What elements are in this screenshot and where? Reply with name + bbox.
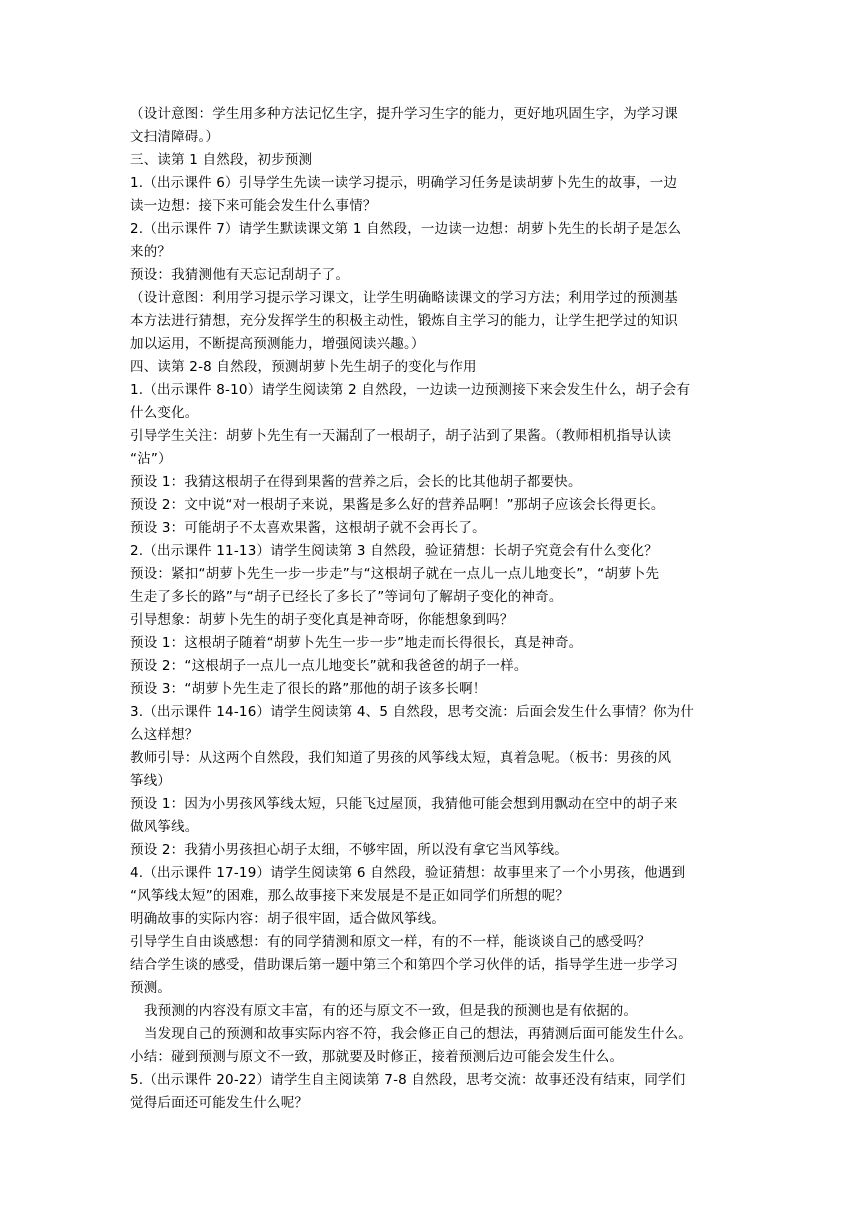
text-line: 读一边想：接下来可能会发生什么事情？ xyxy=(130,198,377,214)
text-line: 小结：碰到预测与原文不一致，那就要及时修正，接着预测后边可能会发生什么。 xyxy=(130,1049,624,1065)
text-line: 明确故事的实际内容：胡子很牢固，适合做风筝线。 xyxy=(130,911,446,927)
section-heading: 四、读第 2-8 自然段，预测胡萝卜先生胡子的变化与作用 xyxy=(130,359,477,375)
text-line: 做风筝线。 xyxy=(130,819,199,835)
text-line: 预设 1：这根胡子随着“胡萝卜先生一步一步”地走而长得很长，真是神奇。 xyxy=(130,635,583,651)
text-line: 预测。 xyxy=(130,980,172,996)
text-line: “风筝线太短”的困难，那么故事接下来发展是不是正如同学们所想的呢？ xyxy=(130,888,570,904)
text-line: （设计意图：利用学习提示学习课文，让学生明确略读课文的学习方法；利用学过的预测基 xyxy=(130,290,678,306)
text-line: 预设 1：因为小男孩风筝线太短，只能飞过屋顶，我猜他可能会想到用飘动在空中的胡子来 xyxy=(130,796,678,812)
text-line: 文扫清障碍。） xyxy=(130,129,220,145)
text-line: 生走了多长的路”与“胡子已经长了多长了”等词句了解胡子变化的神奇。 xyxy=(130,589,563,605)
text-line: 预设 3：“胡萝卜先生走了很长的路”那他的胡子该多长啊！ xyxy=(130,681,487,697)
text-line: 引导学生自由谈感想：有的同学猜测和原文一样，有的不一样，能谈谈自己的感受吗？ xyxy=(130,934,651,950)
text-line: 当发现自己的预测和故事实际内容不符，我会修正自己的想法，再猜测后面可能发生什么。 xyxy=(144,1026,692,1042)
section-heading: 三、读第 1 自然段，初步预测 xyxy=(130,152,313,168)
text-line: 引导想象：胡萝卜先生的胡子变化真是神奇呀，你能想象到吗？ xyxy=(130,612,514,628)
text-line: 5.（出示课件 20-22）请学生自主阅读第 7-8 自然段，思考交流：故事还没有结束，同学们 xyxy=(130,1072,686,1088)
text-line: 么这样想？ xyxy=(130,727,199,743)
text-line: 来的？ xyxy=(130,244,172,260)
text-line: 预设 2：我猜小男孩担心胡子太细，不够牢固，所以没有拿它当风筝线。 xyxy=(130,842,568,858)
text-line: 4.（出示课件 17-19）请学生阅读第 6 自然段，验证猜想：故事里来了一个小男孩，他遇到 xyxy=(130,865,686,881)
text-line: 结合学生谈的感受，借助课后第一题中第三个和第四个学习伙伴的话，指导学生进一步学习 xyxy=(130,957,678,973)
text-line: （设计意图：学生用多种方法记忆生字，提升学习生字的能力，更好地巩固生字，为学习课 xyxy=(130,106,678,122)
text-line: 加以运用，不断提高预测能力，增强阅读兴趣。） xyxy=(130,336,425,352)
text-line: 预设：紧扣“胡萝卜先生一步一步走”与“这根胡子就在一点儿一点儿地变长”，“胡萝卜先 xyxy=(130,566,660,582)
text-line: 什么变化。 xyxy=(130,405,199,421)
text-line: 教师引导：从这两个自然段，我们知道了男孩的风筝线太短，真着急呢。（板书：男孩的风 xyxy=(130,750,672,766)
text-line: 预设 1：我猜这根胡子在得到果酱的营养之后，会长的比其他胡子都要快。 xyxy=(130,474,582,490)
text-line: 1.（出示课件 8-10）请学生阅读第 2 自然段，一边读一边预测接下来会发生什么，胡子会有 xyxy=(130,382,691,398)
text-line: 筝线） xyxy=(130,773,172,789)
text-line: 引导学生关注：胡萝卜先生有一天漏刮了一根胡子，胡子沾到了果酱。（教师相机指导认读 xyxy=(130,428,672,444)
text-line: “沾”） xyxy=(130,451,172,467)
text-line: 本方法进行猜想，充分发挥学生的积极主动性，锻炼自主学习的能力，让学生把学过的知识 xyxy=(130,313,678,329)
text-line: 觉得后面还可能发生什么呢？ xyxy=(130,1095,309,1111)
text-line: 预设 2：文中说“对一根胡子来说，果酱是多么好的营养品啊！”那胡子应该会长得更长。 xyxy=(130,497,665,513)
text-line: 我预测的内容没有原文丰富，有的还与原文不一致，但是我的预测也是有依据的。 xyxy=(144,1003,638,1019)
document-body xyxy=(130,103,730,1115)
text-line: 预设：我猜测他有天忘记刮胡子了。 xyxy=(130,267,350,283)
text-line: 2.（出示课件 11-13）请学生阅读第 3 自然段，验证猜想：长胡子究竟会有什么变化？ xyxy=(130,543,658,559)
text-line: 预设 3：可能胡子不太喜欢果酱，这根胡子就不会再长了。 xyxy=(130,520,486,536)
text-line: 3.（出示课件 14-16）请学生阅读第 4、5 自然段，思考交流：后面会发生什么事情？你为什 xyxy=(130,704,695,720)
text-line: 2.（出示课件 7）请学生默读课文第 1 自然段，一边读一边想：胡萝卜先生的长胡子是怎么 xyxy=(130,221,682,237)
text-line: 预设 2：“这根胡子一点儿一点儿地变长”就和我爸爸的胡子一样。 xyxy=(130,658,528,674)
text-line: 1.（出示课件 6）引导学生先读一读学习提示，明确学习任务是读胡萝卜先生的故事，一边 xyxy=(130,175,678,191)
